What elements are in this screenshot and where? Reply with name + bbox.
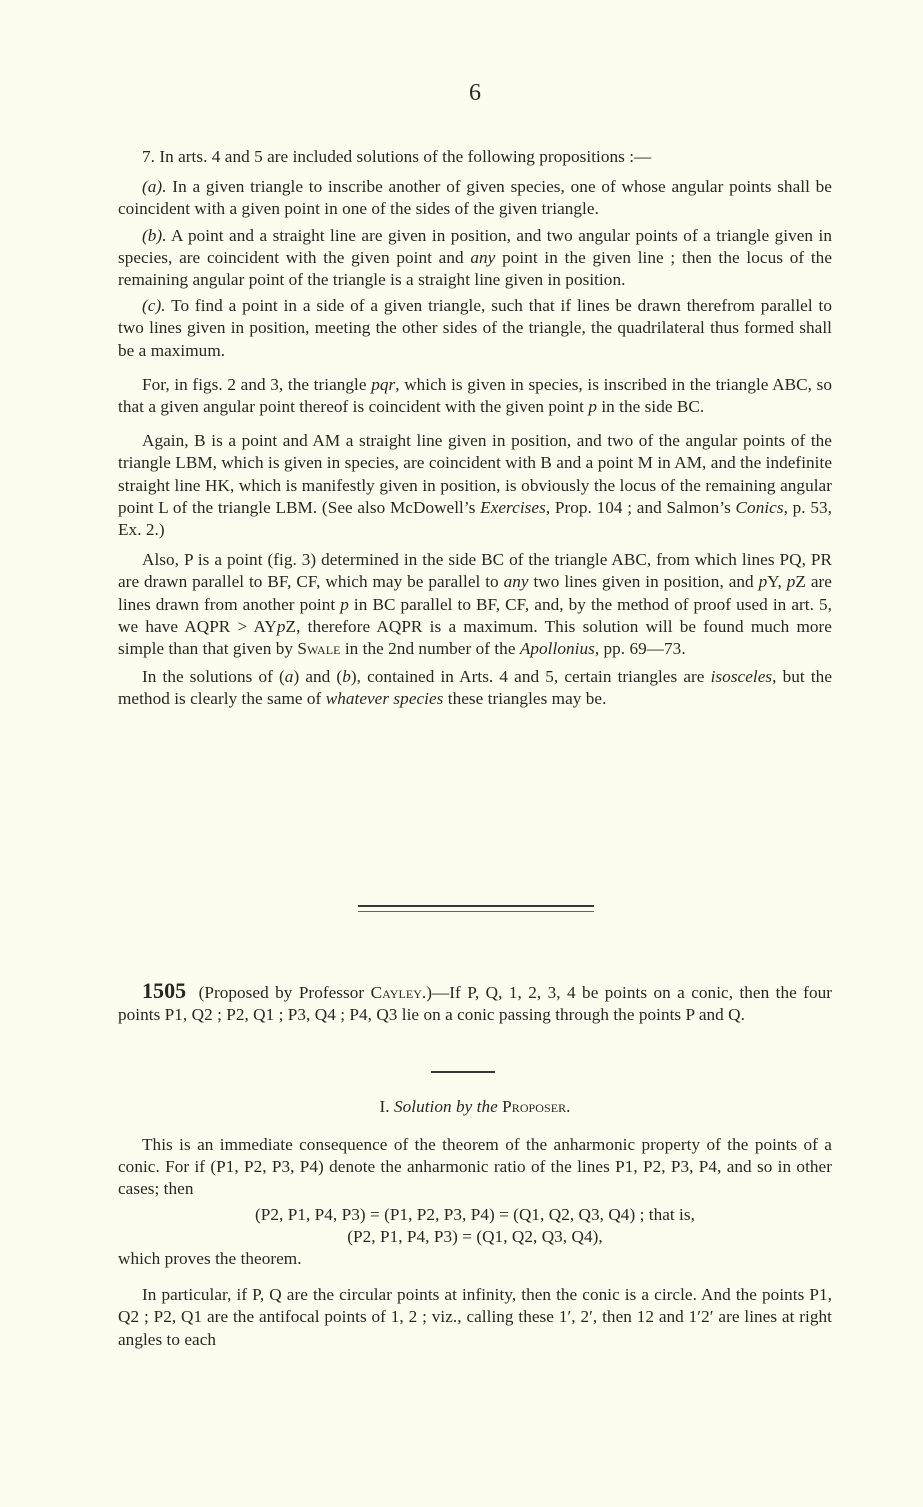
equation-1: (P2, P1, P4, P3) = (P1, P2, P3, P4) = (Q1, Q2, Q3, Q4) ; that is,: [255, 1204, 695, 1224]
solution-paragraph-1-end: which proves the theorem.: [118, 1249, 302, 1269]
emphasis: p: [588, 397, 597, 417]
emphasis: Conics: [735, 497, 784, 517]
proposition-b: [118, 225, 832, 292]
text: these triangles may be.: [443, 689, 607, 709]
proposition-b-text: A point and a straight line are given in position, and two angular points of a triangle given in species, are coincident with the given point and: [118, 225, 832, 267]
text: Z, therefore AQPR is a maximum. This solution will be found much more simple than that given by: [118, 616, 832, 659]
emphasis: pqr: [371, 374, 396, 394]
solution-title: [118, 1096, 832, 1118]
problem-number: 1505: [142, 978, 187, 1003]
emphasis: Solution by the: [393, 1097, 498, 1116]
text: For, in figs. 2 and 3, the triangle: [142, 374, 372, 394]
text: .)—If P, Q, 1, 2, 3, 4 be points on a conic, then the four points P1, Q2 ; P2, Q1 ; P3, Q4 ; P4, Q3 lie on a conic passing through the points P and Q.: [118, 983, 833, 1025]
emphasis: Exercises: [480, 497, 546, 517]
proposition-b-text: point in the given line ; then the locus of the remaining angular point of the triangle is a straight line given in position.: [118, 247, 833, 290]
text: , p. 53, Ex. 2.): [118, 497, 832, 540]
emphasis: isosceles: [710, 667, 773, 687]
text: , but the method is clearly the same of: [118, 667, 833, 709]
proposition-a-label: (a).: [142, 177, 167, 197]
emphasis: a: [284, 667, 294, 687]
emphasis: p: [758, 572, 768, 592]
author-name: Cayley: [370, 983, 422, 1002]
text: in the 2nd number of the: [340, 639, 520, 659]
text: in BC parallel to BF, CF, and, by the method of proof used in art. 5, we have AQPR > AY: [118, 594, 832, 636]
problem-statement: [118, 980, 832, 1026]
proposition-c-text: To find a point in a side of a given triangle, such that if lines be drawn therefrom parallel to two lines given in position, meeting the other sides of the triangle, the quadrilateral thus formed shall be a maximum.: [118, 296, 832, 360]
text: , pp. 69—73.: [594, 639, 686, 659]
paragraph-for: [118, 374, 832, 418]
solution-heading: [118, 1096, 832, 1118]
short-divider: [431, 1071, 495, 1073]
author-name: Proposer: [497, 1097, 567, 1116]
solution-body: [118, 1134, 832, 1351]
text: (Proposed by Professor: [192, 983, 371, 1002]
text: in the side BC.: [596, 397, 705, 417]
emphasis: p: [340, 594, 349, 614]
emphasis: any: [470, 247, 496, 267]
text: , Prop. 104 ; and Salmon’s: [545, 497, 736, 517]
page-number: 6: [469, 80, 481, 106]
text: , which is given in species, is inscribed in the triangle ABC, so that a given angular point thereof is coincident with the given point: [118, 374, 832, 417]
emphasis: p: [786, 572, 796, 592]
paragraph-again: [118, 430, 832, 541]
proposition-c-label: (c).: [142, 296, 166, 316]
emphasis: Apollonius: [519, 639, 595, 659]
text: In the solutions of (: [142, 667, 285, 687]
proposition-c: [118, 295, 832, 362]
text: Z are lines drawn from another point: [118, 572, 832, 614]
problem-1505: [118, 980, 832, 1026]
text: Also, P is a point (fig. 3) determined in the side BC of the triangle ABC, from which lines PQ, PR are drawn parallel to BF, CF, which may be parallel to: [118, 550, 832, 592]
paragraph-solutions: [118, 666, 832, 710]
paragraph-also: [118, 549, 832, 660]
proposition-a: [118, 176, 832, 220]
emphasis: whatever species: [325, 689, 444, 709]
section-7: [118, 146, 832, 711]
text: Y,: [767, 572, 787, 592]
text: .: [566, 1097, 571, 1116]
solution-paragraph-1: This is an immediate consequence of the theorem of the anharmonic property of the points of a conic. For if (P1, P2, P3, P4) denote the anharmonic ratio of the lines P1, P2, P3, P4, and so in other cases; then: [118, 1135, 832, 1199]
text: ), contained in Arts. 4 and 5, certain triangles are: [350, 667, 711, 687]
section-divider: [358, 905, 594, 912]
emphasis: p: [276, 616, 286, 636]
text: two lines given in position, and: [528, 572, 759, 592]
author-name: Swale: [297, 639, 341, 659]
equation-2: (P2, P1, P4, P3) = (Q1, Q2, Q3, Q4),: [347, 1226, 603, 1246]
solution-paragraph-2: In particular, if P, Q are the circular points at infinity, then the conic is a circle. And the points P1, Q2 ; P2, Q1 are the antifocal points of 1, 2 ; viz., calling these 1′, 2′, then 12 and 1′2′ are lines at right angles to each: [118, 1285, 832, 1349]
emphasis: b: [342, 667, 351, 687]
proposition-a-text: In a given triangle to inscribe another of given species, one of whose angular points shall be coincident with a given point in one of the sides of the given triangle.: [118, 177, 832, 219]
text: Again, B is a point and AM a straight line given in position, and two of the angular points of the triangle LBM, which is given in species, are coincident with B and a point M in AM, and the indefinite straight line HK, which is manifestly given in position, is obviously the locus of the remaining angular point L of the triangle LBM. (See also McDowell’s: [118, 431, 832, 517]
text: I.: [379, 1097, 394, 1116]
emphasis: any: [503, 572, 529, 592]
text: ) and (: [293, 667, 343, 687]
proposition-b-label: (b).: [142, 225, 167, 245]
section-7-intro: 7. In arts. 4 and 5 are included solutions of the following propositions :—: [142, 147, 652, 166]
